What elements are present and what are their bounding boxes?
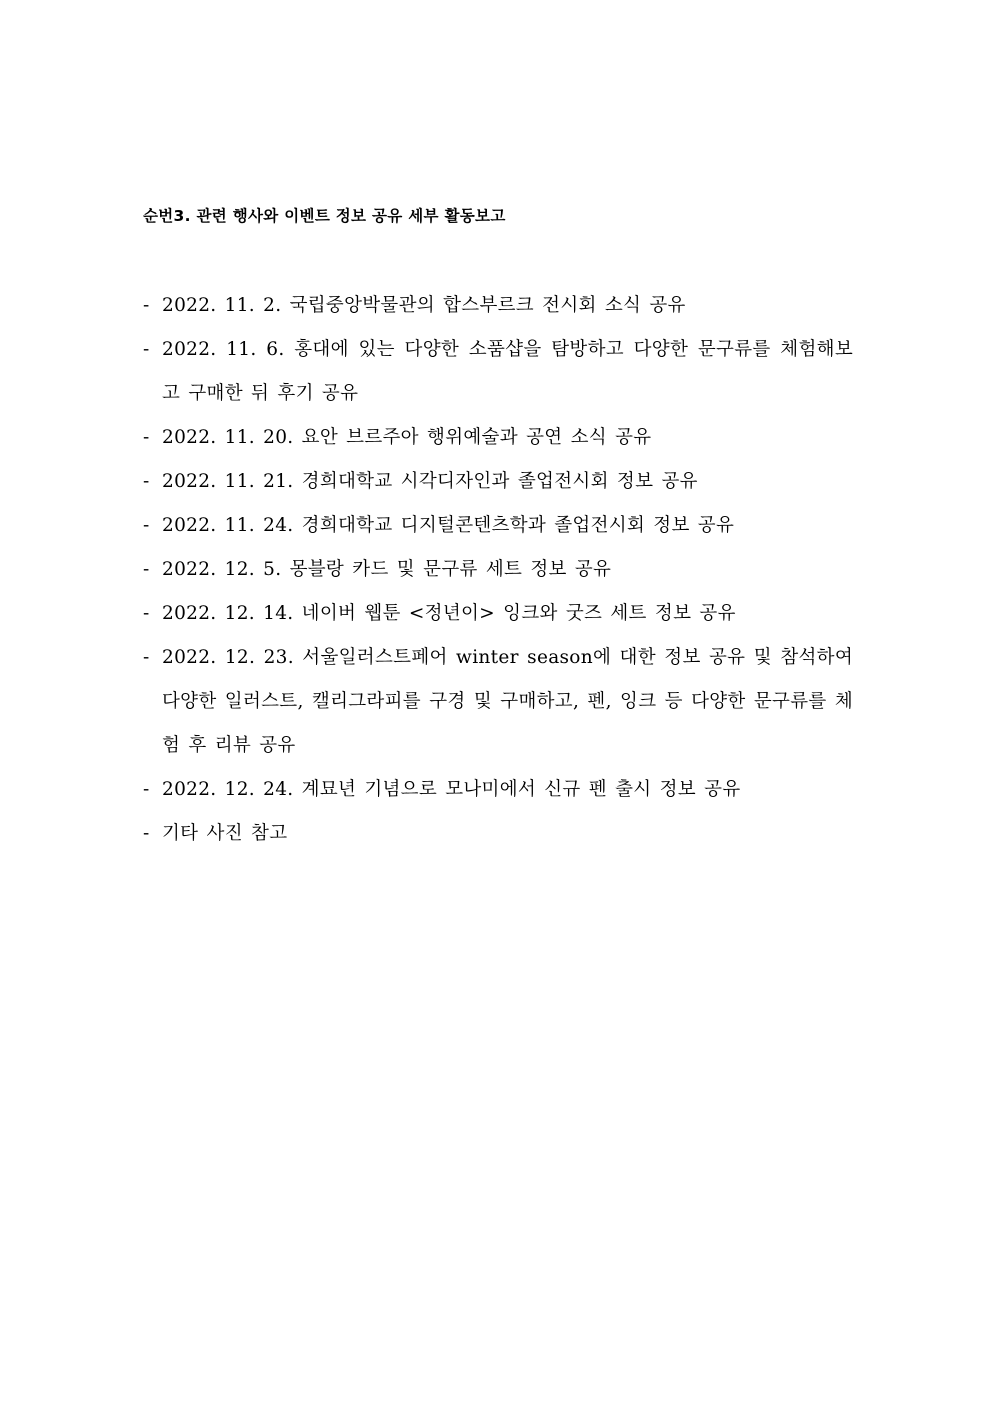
list-item-text: 2022. 11. 24. 경희대학교 디지털콘텐츠학과 졸업전시회 정보 공유: [162, 515, 735, 536]
bullet-dash: -: [143, 295, 150, 316]
list-item: [143, 636, 853, 768]
list-item: [143, 812, 853, 856]
bullet-dash: -: [143, 471, 150, 492]
list-item-text: 2022. 12. 23. 서울일러스트페어 winter season에 대한 정보 공유 및 참석하여 다양한 일러스트, 캘리그라피를 구경 및 구매하고, 펜, 잉크 등 다양한 문구류를 체험 후 리뷰 공유: [162, 647, 853, 756]
bullet-dash: -: [143, 427, 150, 448]
list-item-text: 기타 사진 참고: [162, 823, 288, 844]
list-item: [143, 592, 853, 636]
bullet-dash: -: [143, 647, 150, 668]
list-item: [143, 548, 853, 592]
list-item: [143, 284, 853, 328]
list-item-text: 2022. 12. 24. 계묘년 기념으로 모나미에서 신규 펜 출시 정보 공유: [162, 779, 741, 800]
list-item-text: 2022. 12. 5. 몽블랑 카드 및 문구류 세트 정보 공유: [162, 559, 612, 580]
bullet-dash: -: [143, 603, 150, 624]
list-item: [143, 768, 853, 812]
list-item: [143, 460, 853, 504]
list-item: [143, 328, 853, 416]
list-item-text: 2022. 11. 6. 홍대에 있는 다양한 소품샵을 탐방하고 다양한 문구류를 체험해보고 구매한 뒤 후기 공유: [162, 339, 853, 404]
bullet-dash: -: [143, 339, 150, 360]
bullet-dash: -: [143, 559, 150, 580]
list-item-text: 2022. 12. 14. 네이버 웹툰 <정년이> 잉크와 굿즈 세트 정보 공유: [162, 603, 736, 624]
list-item-text: 2022. 11. 21. 경희대학교 시각디자인과 졸업전시회 정보 공유: [162, 471, 698, 492]
list-item: [143, 504, 853, 548]
list-item-text: 2022. 11. 2. 국립중앙박물관의 합스부르크 전시회 소식 공유: [162, 295, 686, 316]
bullet-dash: -: [143, 779, 150, 800]
list-item: [143, 416, 853, 460]
list-item-text: 2022. 11. 20. 요안 브르주아 행위예술과 공연 소식 공유: [162, 427, 652, 448]
bullet-dash: -: [143, 515, 150, 536]
activity-list: [143, 284, 853, 856]
bullet-dash: -: [143, 823, 150, 844]
section-heading: 순번3. 관련 행사와 이벤트 정보 공유 세부 활동보고: [143, 207, 506, 225]
